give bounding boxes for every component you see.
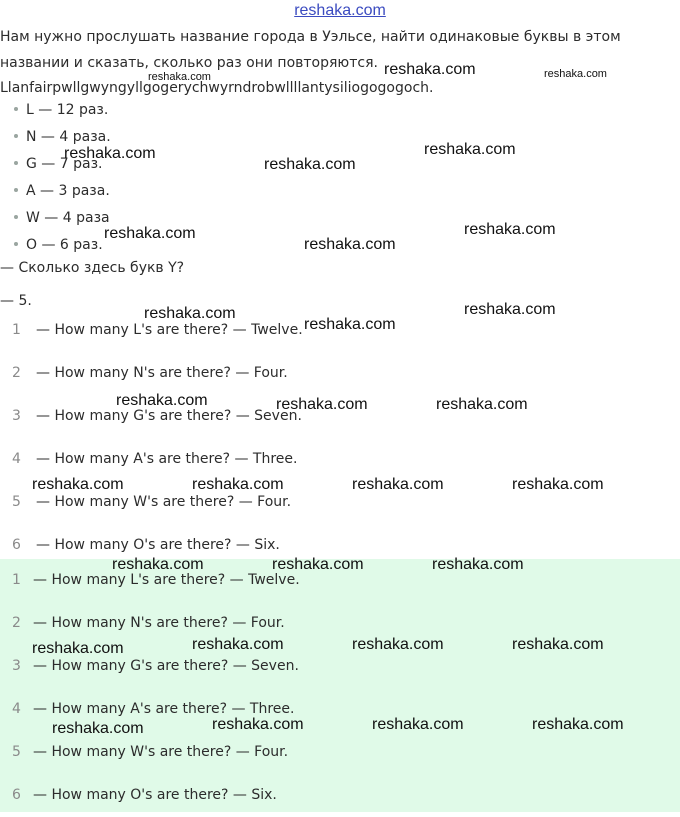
dialog-line [0,774,680,817]
watermark: reshaka.com [464,301,556,318]
line-text: — How many A's are there? — Three. [36,451,298,467]
watermark: reshaka.com [272,556,364,573]
line-number: 2 [12,365,21,381]
watermark: reshaka.com [104,225,196,242]
bullet-icon [14,134,18,138]
line-number: 6 [12,537,21,553]
watermark: reshaka.com [148,71,211,83]
bullet-icon [14,242,18,246]
watermark: reshaka.com [384,61,476,78]
dialog-lines-highlighted [0,559,680,812]
watermark: reshaka.com [304,236,396,253]
watermark: reshaka.com [64,145,156,162]
dialog-question: — Сколько здесь букв Y? [0,260,185,276]
list-item: N — 4 раза. [0,124,111,151]
watermark: reshaka.com [544,68,607,80]
watermark: reshaka.com [212,716,304,733]
watermark: reshaka.com [352,476,444,493]
line-text: — How many W's are there? — Four. [36,494,292,510]
watermark: reshaka.com [192,476,284,493]
bullet-icon [14,107,18,111]
watermark: reshaka.com [424,141,516,158]
line-number: 4 [12,451,21,467]
list-item: L — 12 раз. [0,97,111,124]
dialog-line [0,438,680,481]
watermark: reshaka.com [192,636,284,653]
task-intro: Нам нужно прослушать название города в Уэльсе, найти одинаковые буквы в этом названии и сказать, сколько раз они повторяются. [0,29,621,71]
watermark: reshaka.com [112,556,204,573]
watermark: reshaka.com [52,720,144,737]
line-text: — How many N's are there? — Four. [36,365,288,381]
watermark: reshaka.com [32,640,124,657]
bullet-icon [14,215,18,219]
bullet-icon [14,161,18,165]
line-text: — How many G's are there? — Seven. [36,408,302,424]
line-text: — How many A's are there? — Three. [33,701,295,717]
line-number: 4 [12,701,21,717]
line-text: — How many O's are there? — Six. [33,787,277,803]
watermark: reshaka.com [372,716,464,733]
site-header-link[interactable]: reshaka.com [294,2,386,19]
dialog-line [0,352,680,395]
line-number: 5 [12,494,21,510]
list-item: A — 3 раза. [0,178,111,205]
dialog-answer: — 5. [0,293,32,309]
line-number: 3 [12,408,21,424]
dialog-lines-original [0,309,680,567]
line-number: 6 [12,787,21,803]
line-number: 2 [12,615,21,631]
line-text: — How many W's are there? — Four. [33,744,289,760]
watermark: reshaka.com [532,716,624,733]
watermark: reshaka.com [304,316,396,333]
town-name: Llanfairpwllgwyngyllgogerychwyrndrobwllllantysiliogogogoch. [0,80,434,96]
line-text: — How many L's are there? — Twelve. [33,572,300,588]
line-text: — How many L's are there? — Twelve. [36,322,303,338]
list-item: O — 6 раз. [0,232,111,259]
letter-count-list [0,97,111,259]
watermark: reshaka.com [352,636,444,653]
watermark: reshaka.com [264,156,356,173]
line-number: 5 [12,744,21,760]
watermark: reshaka.com [276,396,368,413]
bullet-icon [14,188,18,192]
watermark: reshaka.com [116,392,208,409]
watermark: reshaka.com [432,556,524,573]
line-number: 3 [12,658,21,674]
watermark: reshaka.com [436,396,528,413]
watermark: reshaka.com [32,476,124,493]
watermark: reshaka.com [144,305,236,322]
line-number: 1 [12,322,21,338]
line-text: — How many G's are there? — Seven. [33,658,299,674]
line-text: — How many O's are there? — Six. [36,537,280,553]
list-item: W — 4 раза [0,205,111,232]
watermark: reshaka.com [464,221,556,238]
watermark: reshaka.com [512,636,604,653]
line-number: 1 [12,572,21,588]
list-item: G — 7 раз. [0,151,111,178]
line-text: — How many N's are there? — Four. [33,615,285,631]
watermark: reshaka.com [512,476,604,493]
